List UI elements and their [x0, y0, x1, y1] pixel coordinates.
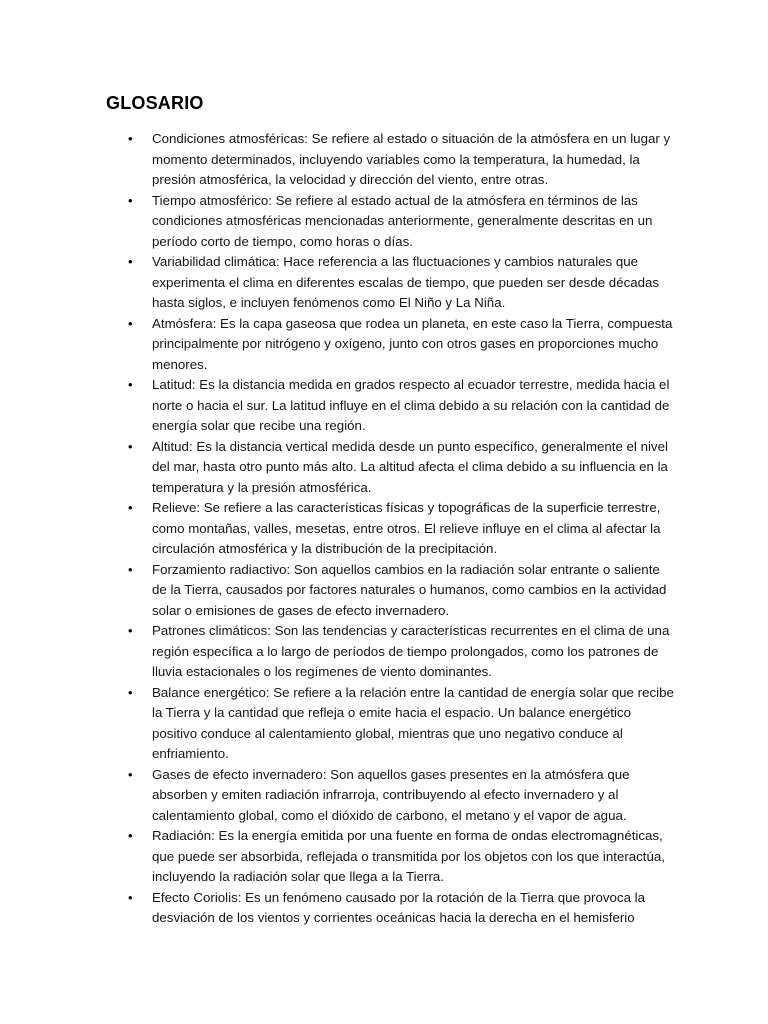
bullet-icon: • — [128, 561, 133, 577]
glossary-entry-text: Variabilidad climática: Hace referencia a las fluctuaciones y cambios naturales que experimenta el clima en diferentes escalas de tiempo, que pueden ser desde décadas hasta siglos, e incluyen fenómenos como El Niño y La Niña. — [152, 254, 660, 310]
list-item — [106, 888, 676, 929]
glossary-entry-text: Relieve: Se refiere a las características físicas y topográficas de la superficie terrestre, como montañas, valles, mesetas, entre otros. El relieve influye en el clima al afectar la circulación atmosférica y la distribución de la precipitación. — [152, 500, 661, 556]
glossary-entry-text: Tiempo atmosférico: Se refiere al estado actual de la atmósfera en términos de las condiciones atmosféricas mencionadas anteriormente, generalmente descritas en un período corto de tiempo, como horas o días. — [152, 192, 653, 249]
glossary-entry-text: Latitud: Es la distancia medida en grados respecto al ecuador terrestre, medida hacia el norte o hacia el sur. La latitud influye en el clima debido a su relación con la cantidad de energía solar que recibe una región. — [152, 377, 670, 433]
bullet-icon: • — [128, 438, 133, 454]
glossary-entry-text: Patrones climáticos: Son las tendencias y características recurrentes en el clima de una región específica a lo largo de períodos de tiempo prolongados, como los patrones de lluvia estacionales o los regímenes de viento dominantes. — [152, 623, 670, 679]
bullet-icon: • — [128, 192, 133, 208]
list-item — [106, 375, 676, 437]
glossary-entry-text: Forzamiento radiactivo: Son aquellos cambios en la radiación solar entrante o saliente de la Tierra, causados por factores naturales o humanos, como cambios en la actividad solar o emisiones de gases de efecto invernadero. — [152, 561, 667, 618]
list-item — [106, 826, 676, 888]
bullet-icon: • — [128, 828, 133, 843]
bullet-icon: • — [128, 684, 133, 700]
list-item — [106, 314, 676, 376]
list-item — [106, 129, 676, 191]
list-item — [106, 191, 676, 253]
glossary-entry-text: Balance energético: Se refiere a la relación entre la cantidad de energía solar que recibe la Tierra y la cantidad que refleja o emite hacia el espacio. Un balance energético positivo conduce al calentamiento global, mientras que uno negativo conduce al enfriamiento. — [152, 684, 674, 761]
glossary-entry-text: Gases de efecto invernadero: Son aquellos gases presentes en la atmósfera que absorben y emiten radiación infrarroja, contribuyendo al efecto invernadero y al calentamiento global, como el dióxido de carbono, el metano y el vapor de agua. — [152, 766, 630, 823]
glossary-entry-text: Efecto Coriolis: Es un fenómeno causado por la rotación de la Tierra que provoca la desviación de los vientos y corrientes oceánicas hacia la derecha en el hemisferio — [152, 889, 646, 925]
bullet-icon: • — [128, 131, 133, 146]
glossary-entry-text: Condiciones atmosféricas: Se refiere al estado o situación de la atmósfera en un lugar y momento determinados, incluyendo variables como la temperatura, la humedad, la presión atmosférica, la velocidad y dirección del viento, entre otras. — [152, 131, 671, 187]
bullet-icon: • — [128, 377, 133, 392]
list-item — [106, 437, 676, 499]
bullet-icon: • — [128, 254, 133, 269]
glossary-entry-text: Altitud: Es la distancia vertical medida desde un punto específico, generalmente el nivel del mar, hasta otro punto más alto. La altitud afecta el clima debido a su influencia en la temperatura y la presión atmosférica. — [152, 438, 668, 495]
list-item — [106, 621, 676, 683]
list-item — [106, 498, 676, 560]
list-item — [106, 252, 676, 314]
bullet-icon: • — [128, 766, 133, 782]
bullet-icon: • — [128, 315, 133, 331]
list-item — [106, 765, 676, 827]
page-title: GLOSARIO — [106, 93, 204, 113]
bullet-icon: • — [128, 623, 133, 638]
glossary-entry-text: Atmósfera: Es la capa gaseosa que rodea un planeta, en este caso la Tierra, compuesta principalmente por nitrógeno y oxígeno, junto con otros gases en proporciones mucho menores. — [152, 315, 673, 372]
bullet-icon: • — [128, 889, 133, 905]
list-item — [106, 683, 676, 765]
glossary-entry-text: Radiación: Es la energía emitida por una fuente en forma de ondas electromagnéticas, que puede ser absorbida, reflejada o transmitida por los objetos con los que interactúa, incluyendo la radiación solar que llega a la Tierra. — [152, 828, 665, 884]
bullet-icon: • — [128, 500, 133, 515]
list-item — [106, 560, 676, 622]
glossary-list — [106, 129, 676, 929]
